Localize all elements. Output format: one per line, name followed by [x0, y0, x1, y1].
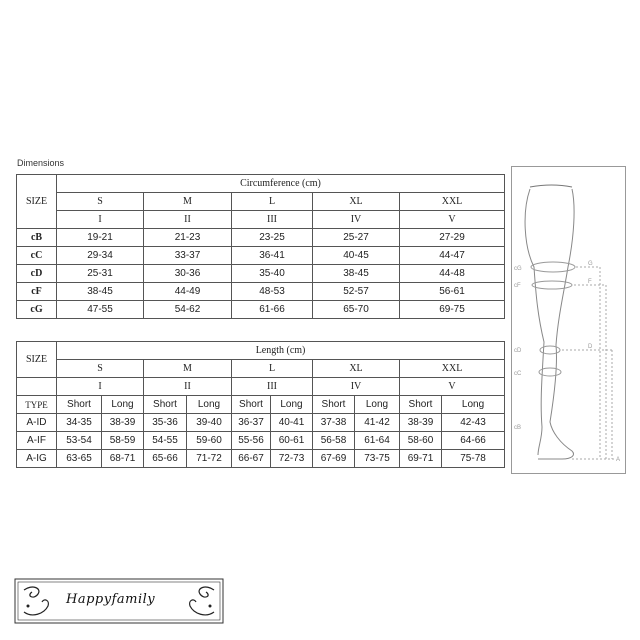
type-long: Long	[355, 396, 400, 414]
table-cell: 25-27	[313, 229, 400, 247]
table-row	[17, 301, 505, 319]
table-cell: 42-43	[442, 414, 505, 432]
leg-diagram	[511, 166, 626, 474]
table-cell: 29-34	[57, 247, 144, 265]
table-cell: 61-66	[232, 301, 313, 319]
type-long: Long	[271, 396, 313, 414]
table-cell: 56-61	[400, 283, 505, 301]
table-cell: 71-72	[187, 450, 232, 468]
size-name: XL	[313, 193, 400, 211]
table-cell: 27-29	[400, 229, 505, 247]
table-row	[17, 432, 505, 450]
table-cell: 63-65	[57, 450, 102, 468]
table-cell: 54-62	[144, 301, 232, 319]
table-cell: 53-54	[57, 432, 102, 450]
table-cell: 60-61	[271, 432, 313, 450]
table-cell: 61-64	[355, 432, 400, 450]
table-cell: 35-40	[232, 265, 313, 283]
table-cell: 66-67	[232, 450, 271, 468]
size-name: S	[57, 360, 144, 378]
table-row	[17, 265, 505, 283]
size-numeral: IV	[313, 378, 400, 396]
row-label: cC	[17, 247, 57, 265]
table-cell: 67-69	[313, 450, 355, 468]
label-cb: cB	[514, 425, 522, 431]
table-cell: 35-36	[144, 414, 187, 432]
size-numeral: I	[57, 378, 144, 396]
size-numeral: III	[232, 211, 313, 229]
label-cc: cC	[514, 371, 522, 377]
type-long: Long	[442, 396, 505, 414]
table-cell: 44-49	[144, 283, 232, 301]
circumference-table	[16, 174, 505, 319]
table-cell: 52-57	[313, 283, 400, 301]
table-cell: 72-73	[271, 450, 313, 468]
table-cell: 38-39	[400, 414, 442, 432]
row-label: A-IG	[17, 450, 57, 468]
leg-illustration	[512, 167, 625, 473]
size-name: XL	[313, 360, 400, 378]
table-cell: 38-39	[102, 414, 144, 432]
table-cell: 65-66	[144, 450, 187, 468]
table-row	[17, 414, 505, 432]
table-cell: 33-37	[144, 247, 232, 265]
table-cell: 44-47	[400, 247, 505, 265]
table-cell: 75-78	[442, 450, 505, 468]
table-cell: 59-60	[187, 432, 232, 450]
row-label: cB	[17, 229, 57, 247]
size-name: XXL	[400, 360, 505, 378]
label-cd: cD	[514, 348, 522, 354]
table-cell: 39-40	[187, 414, 232, 432]
size-name: XXL	[400, 193, 505, 211]
row-label: cD	[17, 265, 57, 283]
table-cell: 64-66	[442, 432, 505, 450]
table-cell: 65-70	[313, 301, 400, 319]
table-cell: 73-75	[355, 450, 400, 468]
size-numeral: V	[400, 378, 505, 396]
table-cell: 68-71	[102, 450, 144, 468]
table-cell: 21-23	[144, 229, 232, 247]
dimensions-label: Dimensions	[17, 158, 65, 168]
table-cell: 55-56	[232, 432, 271, 450]
table-cell: 54-55	[144, 432, 187, 450]
type-header: TYPE	[17, 396, 57, 414]
table-cell: 58-60	[400, 432, 442, 450]
table-row	[17, 450, 505, 468]
size-header: SIZE	[17, 342, 57, 378]
table-row	[17, 229, 505, 247]
circumference-title: Circumference (cm)	[57, 175, 505, 193]
table-cell: 40-45	[313, 247, 400, 265]
label-g: G	[588, 261, 593, 267]
table-cell: 56-58	[313, 432, 355, 450]
size-name: L	[232, 360, 313, 378]
size-numeral: I	[57, 211, 144, 229]
table-cell: 38-45	[313, 265, 400, 283]
type-long: Long	[187, 396, 232, 414]
table-cell: 41-42	[355, 414, 400, 432]
size-name: L	[232, 193, 313, 211]
table-cell: 36-41	[232, 247, 313, 265]
table-cell: 48-53	[232, 283, 313, 301]
size-numeral: IV	[313, 211, 400, 229]
size-header: SIZE	[17, 175, 57, 229]
label-f: F	[588, 279, 592, 285]
table-row	[17, 247, 505, 265]
type-short: Short	[232, 396, 271, 414]
size-name: M	[144, 360, 232, 378]
type-short: Short	[400, 396, 442, 414]
size-name: S	[57, 193, 144, 211]
size-numeral: III	[232, 378, 313, 396]
logo-text: Happyfamily	[66, 592, 156, 607]
label-cg: cG	[514, 266, 522, 272]
table-cell: 34-35	[57, 414, 102, 432]
size-name: M	[144, 193, 232, 211]
table-cell: 58-59	[102, 432, 144, 450]
label-a: A	[616, 457, 621, 463]
table-cell: 40-41	[271, 414, 313, 432]
table-cell: 25-31	[57, 265, 144, 283]
table-cell: 37-38	[313, 414, 355, 432]
table-cell: 69-75	[400, 301, 505, 319]
length-table	[16, 341, 505, 468]
row-label: cF	[17, 283, 57, 301]
table-cell: 19-21	[57, 229, 144, 247]
size-numeral: II	[144, 378, 232, 396]
label-cf: cF	[514, 283, 521, 289]
type-long: Long	[102, 396, 144, 414]
size-numeral: II	[144, 211, 232, 229]
brand-logo	[14, 578, 224, 624]
table-row	[17, 283, 505, 301]
type-short: Short	[144, 396, 187, 414]
type-short: Short	[313, 396, 355, 414]
row-label: A-IF	[17, 432, 57, 450]
knee-d-ellipse	[540, 346, 560, 354]
table-cell: 47-55	[57, 301, 144, 319]
table-cell: 23-25	[232, 229, 313, 247]
table-cell: 69-71	[400, 450, 442, 468]
type-short: Short	[57, 396, 102, 414]
row-label: A-ID	[17, 414, 57, 432]
thigh-f-ellipse	[532, 281, 572, 289]
size-numeral: V	[400, 211, 505, 229]
table-cell: 36-37	[232, 414, 271, 432]
table-cell: 44-48	[400, 265, 505, 283]
table-cell: 30-36	[144, 265, 232, 283]
row-label: cG	[17, 301, 57, 319]
table-cell: 38-45	[57, 283, 144, 301]
label-d: D	[588, 344, 593, 350]
length-title: Length (cm)	[57, 342, 505, 360]
